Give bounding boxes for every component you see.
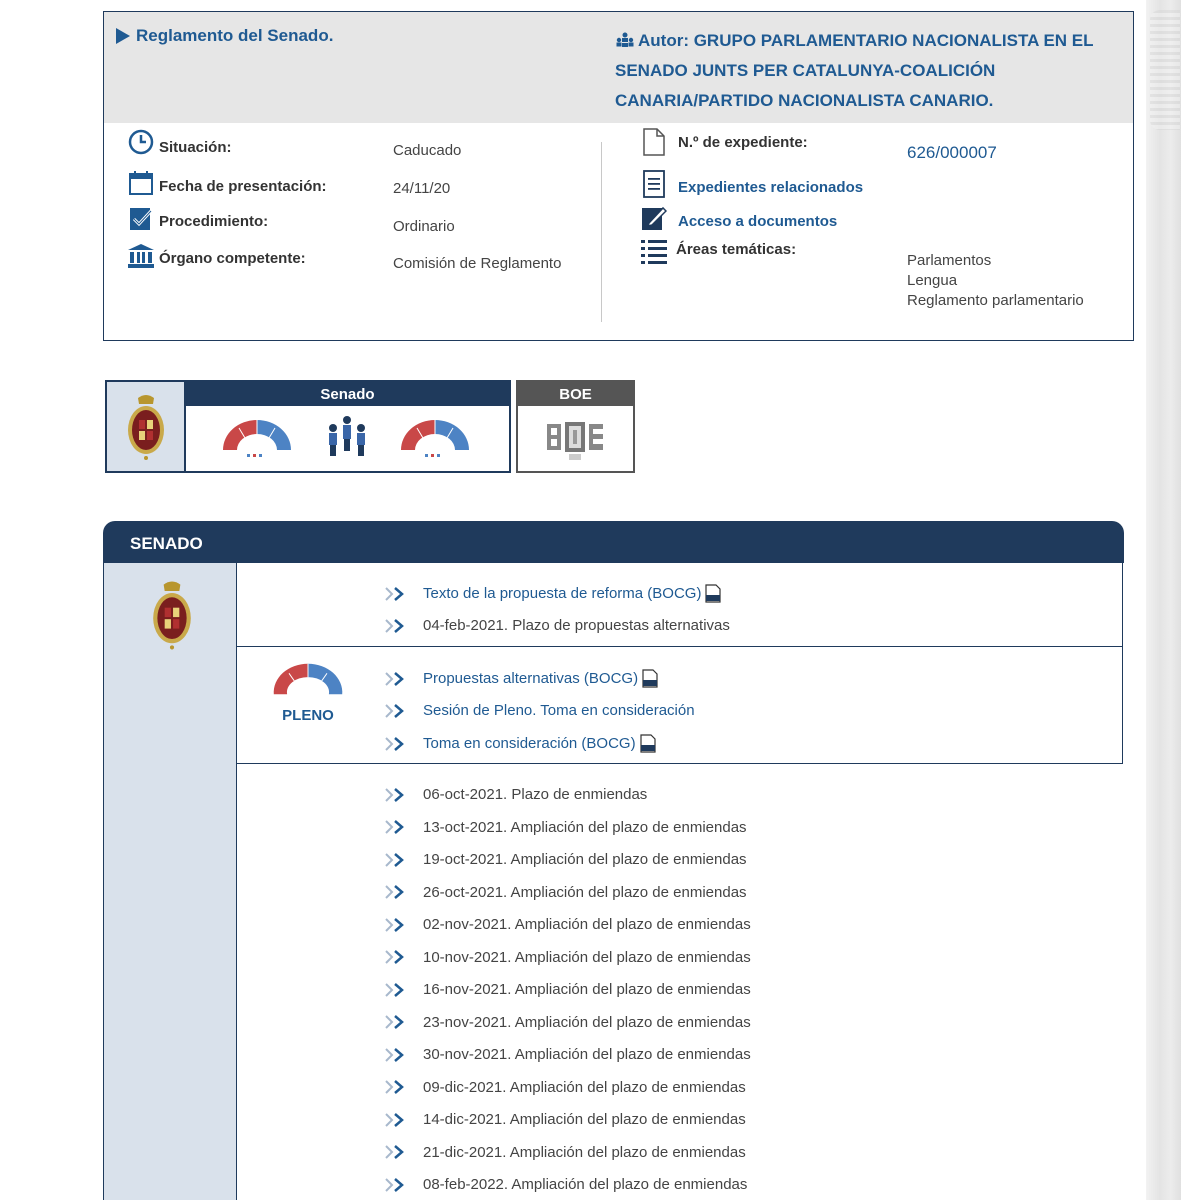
tab-senado[interactable] bbox=[105, 380, 511, 473]
areas-list bbox=[907, 251, 1084, 311]
list-item bbox=[385, 1176, 747, 1193]
pleno-label: PLENO bbox=[282, 707, 334, 724]
double-arrow-icon bbox=[385, 704, 409, 718]
plazo-text: 26-oct-2021. Ampliación del plazo de enmiendas bbox=[423, 883, 747, 901]
list-item bbox=[385, 1079, 746, 1096]
ficha-title bbox=[116, 26, 333, 46]
section-sidebar bbox=[103, 563, 237, 1200]
double-arrow-icon bbox=[385, 788, 409, 802]
double-arrow-icon bbox=[385, 1113, 409, 1127]
organo-label: Órgano competente: bbox=[159, 249, 306, 267]
areas-label: Áreas temáticas: bbox=[676, 240, 797, 258]
list-item bbox=[385, 1014, 751, 1031]
edit-document-icon bbox=[640, 204, 668, 232]
double-arrow-icon bbox=[385, 885, 409, 899]
pleno-block bbox=[268, 660, 348, 724]
hemicycle-icon bbox=[395, 412, 475, 460]
fecha-value: 24/11/20 bbox=[393, 180, 451, 197]
list-item[interactable] bbox=[385, 584, 721, 603]
plazo-text: 06-oct-2021. Plazo de enmiendas bbox=[423, 786, 648, 803]
list-item[interactable] bbox=[385, 702, 695, 719]
section-border bbox=[1122, 563, 1123, 647]
area-item: Parlamentos bbox=[907, 252, 992, 269]
section-header: SENADO bbox=[103, 521, 1124, 563]
list-icon bbox=[640, 237, 668, 265]
sesion-pleno-link[interactable]: Sesión de Pleno. Toma en consideración bbox=[423, 702, 695, 719]
double-arrow-icon bbox=[385, 672, 409, 686]
procedimiento-row bbox=[127, 205, 268, 233]
propuesta-reforma-link[interactable]: Texto de la propuesta de reforma (BOCG) bbox=[423, 585, 702, 602]
double-arrow-icon bbox=[385, 587, 409, 601]
organo-value: Comisión de Reglamento bbox=[393, 255, 562, 272]
situacion-row bbox=[127, 128, 232, 156]
list-item bbox=[385, 981, 751, 998]
double-arrow-icon bbox=[385, 1048, 409, 1062]
list-document-icon bbox=[640, 170, 668, 198]
double-arrow-icon bbox=[385, 1178, 409, 1192]
documentos-row[interactable] bbox=[640, 204, 837, 232]
double-arrow-icon bbox=[385, 1080, 409, 1094]
plazo-text: 09-dic-2021. Ampliación del plazo de enmiendas bbox=[423, 1078, 746, 1096]
calendar-icon bbox=[127, 169, 155, 197]
double-arrow-icon bbox=[385, 853, 409, 867]
areas-row bbox=[640, 237, 796, 265]
double-arrow-icon bbox=[385, 1015, 409, 1029]
double-arrow-icon bbox=[385, 737, 409, 751]
toma-consideracion-link[interactable]: Toma en consideración (BOCG) bbox=[423, 735, 636, 752]
section-border bbox=[1122, 647, 1123, 764]
plazo-propuestas-text: 04-feb-2021. Plazo de propuestas alternativas bbox=[423, 617, 730, 634]
double-arrow-icon bbox=[385, 1145, 409, 1159]
list-item bbox=[385, 1111, 746, 1128]
tab-senado-label[interactable]: Senado bbox=[186, 382, 509, 406]
list-item[interactable] bbox=[385, 669, 658, 688]
autor-text: Autor: GRUPO PARLAMENTARIO NACIONALISTA EN EL SENADO JUNTS PER CATALUNYA-COALICIÓN CANARIA/PARTIDO NACIONALISTA CANARIO. bbox=[615, 31, 1094, 110]
expediente-value: 626/000007 bbox=[907, 143, 997, 162]
clock-icon bbox=[127, 128, 155, 156]
plazo-text: 19-oct-2021. Ampliación del plazo de enmiendas bbox=[423, 851, 747, 868]
plazo-text: 13-oct-2021. Ampliación del plazo de enmiendas bbox=[423, 818, 747, 836]
ficha-title-text: Reglamento del Senado. bbox=[136, 26, 334, 45]
hemicycle-icon bbox=[268, 660, 348, 698]
propuestas-alternativas-link[interactable]: Propuestas alternativas (BOCG) bbox=[423, 670, 639, 687]
senado-emblem-icon bbox=[124, 392, 168, 462]
tab-boe-label[interactable]: BOE bbox=[518, 382, 633, 406]
situacion-value: Caducado bbox=[393, 142, 462, 159]
list-item bbox=[385, 1046, 751, 1063]
expedientes-relacionados-link[interactable]: Expedientes relacionados bbox=[678, 178, 864, 196]
list-item bbox=[385, 1144, 746, 1161]
plazo-text: 08-feb-2022. Ampliación del plazo de enmiendas bbox=[423, 1176, 748, 1193]
boe-logo-icon bbox=[545, 416, 607, 464]
expediente-row bbox=[640, 128, 808, 156]
plazo-text: 23-nov-2021. Ampliación del plazo de enmiendas bbox=[423, 1013, 751, 1031]
ficha-card bbox=[103, 11, 1134, 341]
senado-emblem-cell bbox=[107, 382, 186, 471]
list-item bbox=[385, 617, 730, 634]
procedimiento-value: Ordinario bbox=[393, 218, 455, 235]
list-item bbox=[385, 884, 747, 901]
acceso-documentos-link[interactable]: Acceso a documentos bbox=[678, 212, 838, 230]
list-item bbox=[385, 819, 747, 836]
institution-icon bbox=[127, 242, 155, 270]
hemicycle-icon bbox=[217, 412, 297, 460]
column-divider bbox=[601, 142, 602, 322]
plazo-text: 10-nov-2021. Ampliación del plazo de enmiendas bbox=[423, 948, 751, 966]
tab-boe[interactable] bbox=[516, 380, 635, 473]
pdf-icon[interactable] bbox=[642, 669, 658, 688]
side-decoration bbox=[1146, 0, 1181, 1200]
relacionados-row[interactable] bbox=[640, 170, 863, 198]
double-arrow-icon bbox=[385, 950, 409, 964]
situacion-label: Situación: bbox=[159, 138, 232, 156]
plazo-text: 14-dic-2021. Ampliación del plazo de enmiendas bbox=[423, 1111, 746, 1128]
plazo-text: 02-nov-2021. Ampliación del plazo de enmiendas bbox=[423, 916, 751, 933]
fecha-label: Fecha de presentación: bbox=[159, 177, 327, 195]
list-item bbox=[385, 916, 751, 933]
senado-emblem-icon bbox=[149, 577, 195, 653]
plazo-text: 21-dic-2021. Ampliación del plazo de enmiendas bbox=[423, 1143, 746, 1161]
list-item bbox=[385, 949, 751, 966]
procedimiento-label: Procedimiento: bbox=[159, 212, 269, 230]
triangle-icon bbox=[116, 28, 130, 44]
double-arrow-icon bbox=[385, 619, 409, 633]
fecha-row bbox=[127, 169, 327, 197]
plazo-text: 16-nov-2021. Ampliación del plazo de enmiendas bbox=[423, 981, 751, 998]
group-people-icon bbox=[615, 32, 635, 48]
double-arrow-icon bbox=[385, 983, 409, 997]
group-divider bbox=[237, 646, 1123, 647]
area-item: Lengua bbox=[907, 272, 958, 289]
expediente-label: N.º de expediente: bbox=[678, 133, 808, 151]
list-item[interactable] bbox=[385, 734, 656, 753]
list-item bbox=[385, 786, 647, 803]
document-icon bbox=[640, 128, 668, 156]
plazo-text: 30-nov-2021. Ampliación del plazo de enmiendas bbox=[423, 1046, 751, 1063]
area-item: Reglamento parlamentario bbox=[907, 292, 1084, 309]
ficha-autor bbox=[615, 26, 1115, 116]
list-item bbox=[385, 851, 747, 868]
group-divider bbox=[237, 763, 1123, 764]
organo-row bbox=[127, 242, 306, 270]
double-arrow-icon bbox=[385, 918, 409, 932]
double-arrow-icon bbox=[385, 820, 409, 834]
pdf-icon[interactable] bbox=[705, 584, 721, 603]
checklist-icon bbox=[127, 205, 155, 233]
pdf-icon[interactable] bbox=[640, 734, 656, 753]
people-group-icon bbox=[323, 412, 371, 460]
